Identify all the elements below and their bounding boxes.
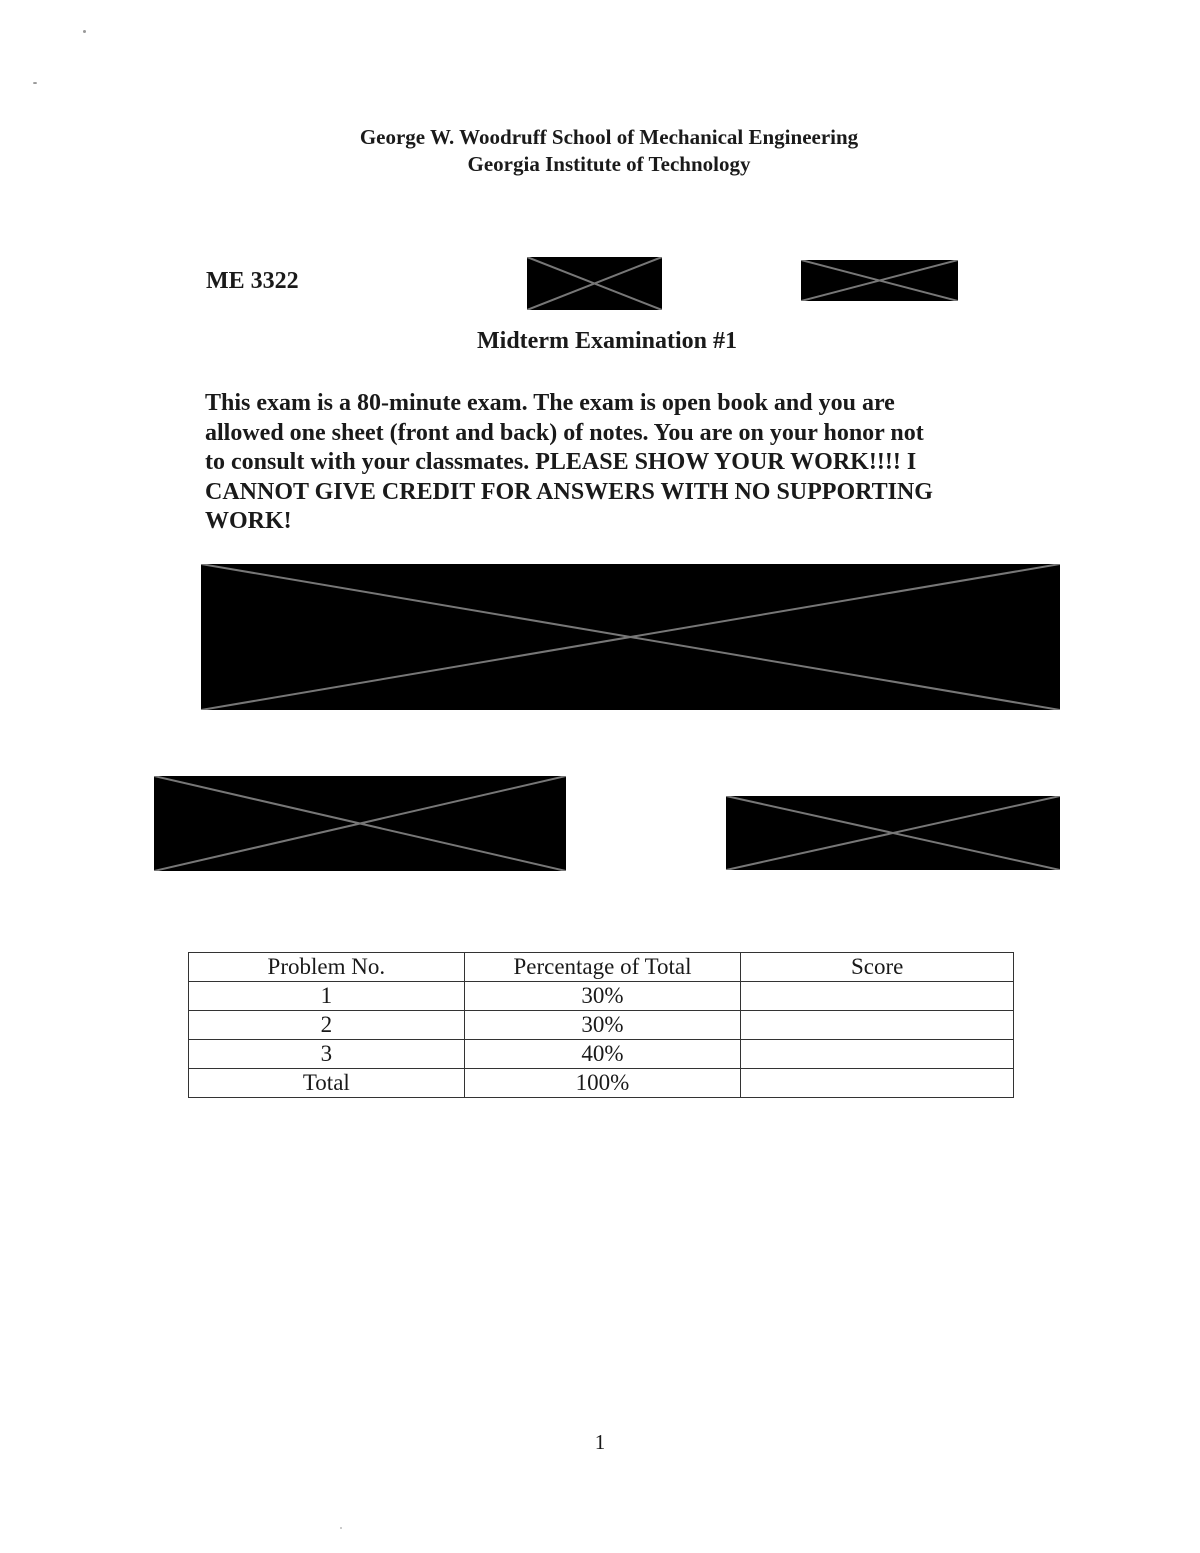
redaction-cross-icon <box>154 776 566 871</box>
percentage-cell: 30% <box>464 982 741 1011</box>
header-percentage: Percentage of Total <box>464 953 741 982</box>
header-problem-no: Problem No. <box>189 953 465 982</box>
school-name: George W. Woodruff School of Mechanical Engineering <box>359 125 859 149</box>
score-table <box>188 952 1014 1098</box>
redaction-cross-icon <box>527 257 662 310</box>
percentage-cell: 100% <box>464 1069 741 1098</box>
redaction-box <box>201 564 1060 710</box>
scan-speck <box>340 1527 342 1529</box>
problem-cell: 3 <box>189 1040 465 1069</box>
redaction-cross-icon <box>201 564 1060 710</box>
institute-name: Georgia Institute of Technology <box>467 152 751 176</box>
course-code: ME 3322 <box>206 268 299 294</box>
redaction-box <box>801 260 958 301</box>
problem-cell: 2 <box>189 1011 465 1040</box>
page-number: 1 <box>594 1430 606 1454</box>
problem-cell: Total <box>189 1069 465 1098</box>
percentage-cell: 30% <box>464 1011 741 1040</box>
exam-instructions: This exam is a 80-minute exam. The exam is open book and you are allowed one sheet (front and back) of notes. You are on your honor not to consult with your classmates. PLEASE SHOW YOUR WORK!!!! I CANNOT GIVE CREDIT FOR ANSWERS WITH NO SUPPORTING WORK! <box>205 390 933 534</box>
problem-cell: 1 <box>189 982 465 1011</box>
exam-title: Midterm Examination #1 <box>477 328 737 354</box>
table-row <box>189 982 1014 1011</box>
redaction-cross-icon <box>801 260 958 301</box>
table-header-row <box>189 953 1014 982</box>
redaction-box <box>527 257 662 310</box>
header-score: Score <box>741 953 1014 982</box>
score-cell <box>741 1011 1014 1040</box>
redaction-box <box>726 796 1060 870</box>
table-row <box>189 1040 1014 1069</box>
scan-speck <box>33 82 37 84</box>
table-row <box>189 1011 1014 1040</box>
scan-speck <box>83 30 86 33</box>
redaction-cross-icon <box>726 796 1060 870</box>
percentage-cell: 40% <box>464 1040 741 1069</box>
redaction-box <box>154 776 566 871</box>
score-cell <box>741 1040 1014 1069</box>
score-cell <box>741 1069 1014 1098</box>
table-row-total <box>189 1069 1014 1098</box>
score-cell <box>741 982 1014 1011</box>
page-header <box>0 124 1200 178</box>
